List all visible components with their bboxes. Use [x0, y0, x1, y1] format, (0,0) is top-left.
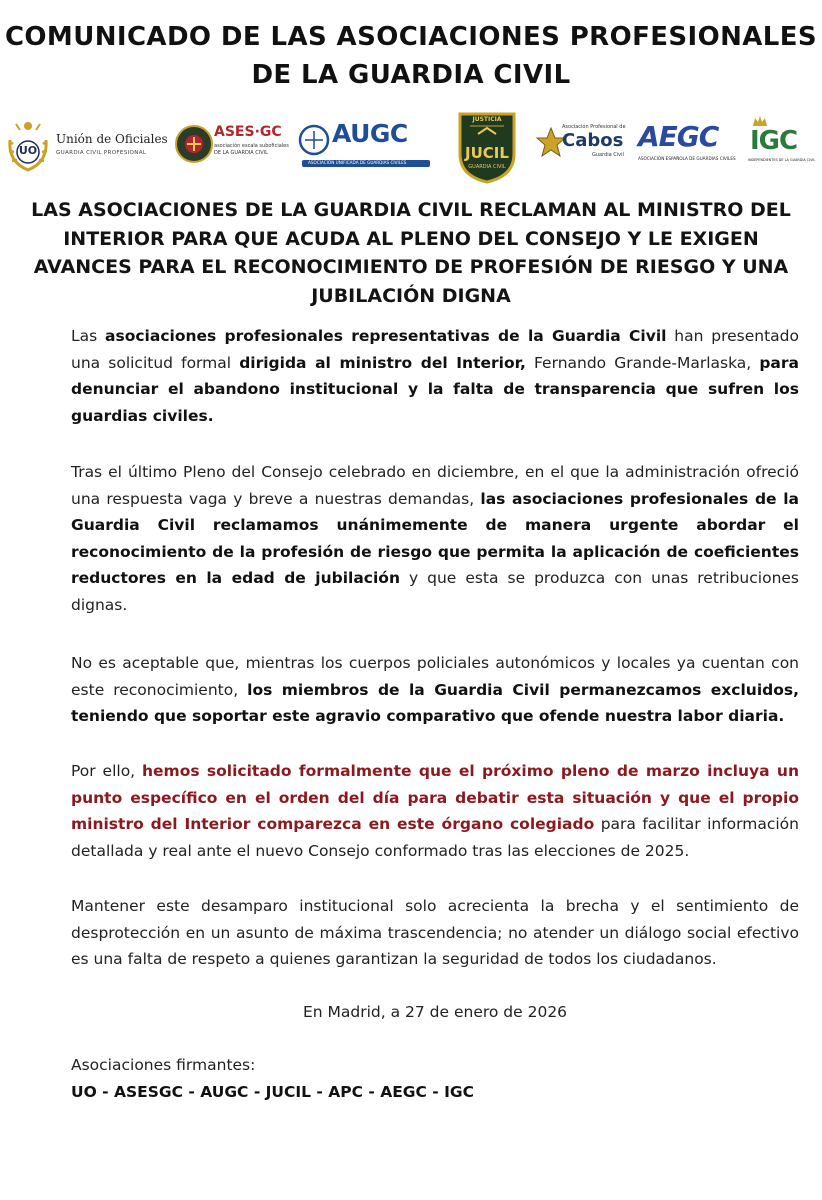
augc-name: AUGC — [332, 119, 408, 148]
igc-subtitle: INDEPENDIENTES DE LA GUARDIA CIVIL — [748, 158, 816, 162]
bold-segment: hemos solicitado formalmente que el próximo pleno de marzo incluya un punto específico en el orden del día para debatir esta situación y que el propio ministro del Interior comparezca en este órgano colegiado — [71, 762, 799, 833]
augc-subtitle: ASOCIACIÓN UNIFICADA DE GUARDIAS CIVILES — [308, 160, 407, 165]
association-logos-row — [4, 108, 818, 184]
logo-jucil — [452, 108, 522, 184]
uo-mark-text: UO — [18, 144, 38, 157]
jucil-bottom-text: GUARDIA CIVIL — [468, 164, 506, 170]
logo-apc-cabos — [536, 108, 632, 184]
paragraph-4 — [71, 758, 799, 864]
ases-subtitle-1: asociación escala suboficiales — [214, 143, 289, 149]
text-segment: para facilitar información detallada y real ante el nuevo Consejo conformado tras las elecciones de 2025. — [71, 815, 799, 860]
text-segment: Tras el último Pleno del Consejo celebrado en diciembre, en el que la administración ofreció una respuesta vaga y breve a nuestras demandas, — [71, 463, 799, 508]
paragraph-2 — [71, 459, 799, 618]
jucil-top-text: JUSTICIA — [472, 116, 502, 123]
main-title-line-2: DE LA GUARDIA CIVIL — [251, 60, 571, 90]
text-segment: han presentado una solicitud formal — [71, 327, 799, 372]
signers-list: UO - ASESGC - AUGC - JUCIL - APC - AEGC - IGC — [71, 1083, 474, 1101]
paragraph-1 — [71, 323, 799, 429]
signers-label: Asociaciones firmantes: — [71, 1056, 256, 1074]
text-segment: y que esta se produzca con unas retribuciones dignas. — [71, 569, 800, 614]
paragraph-3 — [71, 650, 799, 730]
ases-emblem-icon — [174, 124, 214, 164]
bold-segment: para denunciar el abandono institucional y la falta de transparencia que sufren los guardias civiles. — [71, 353, 799, 425]
aegc-name: AEGC — [638, 120, 719, 153]
uo-subtitle: GUARDIA CIVIL PROFESIONAL — [56, 150, 147, 156]
bold-segment: las asociaciones profesionales de la Guardia Civil reclamamos unánimemente de manera urgente abordar el reconocimiento de la profesión de riesgo que permita la aplicación de coeficientes reductores en la edad de jubilación — [71, 489, 799, 587]
text-segment: Las — [71, 327, 106, 345]
logo-igc — [746, 108, 818, 184]
logo-union-de-oficiales — [4, 108, 168, 184]
paragraph-5 — [71, 893, 799, 973]
ases-name: ASES·GC — [214, 124, 282, 140]
main-title — [0, 18, 822, 94]
logo-augc — [298, 108, 434, 184]
bold-segment: los miembros de la Guardia Civil permanezcamos excluidos, teniendo que soportar este agravio comparativo que ofende nuestra labor diaria. — [71, 680, 799, 725]
apc-line-1: Asociación Profesional de — [562, 124, 626, 130]
logo-aegc — [636, 108, 736, 184]
text-segment: Mantener este desamparo institucional solo acrecienta la brecha y el sentimiento de desprotección en un asunto de máxima trascendencia; no atender un diálogo social efectivo es una falta de respeto a quienes garantizan la seguridad de todos los ciudadanos. — [71, 897, 799, 968]
logo-ases-gc — [174, 108, 294, 184]
text-segment: Fernando Grande-Marlaska, — [525, 353, 760, 372]
headline: LAS ASOCIACIONES DE LA GUARDIA CIVIL RECLAMAN AL MINISTRO DEL INTERIOR PARA QUE ACUDA AL PLENO DEL CONSEJO Y LE EXIGEN AVANCES PARA EL RECONOCIMIENTO DE PROFESIÓN DE RIESGO Y UNA JUBILACIÓN DIGNA — [31, 199, 791, 307]
aegc-subtitle: ASOCIACIÓN ESPAÑOLA DE GUARDIAS CIVILES — [638, 156, 736, 161]
text-segment: No es aceptable que, mientras los cuerpos policiales autonómicos y locales ya cuentan con este reconocimiento, — [71, 654, 799, 699]
jucil-name: JUCIL — [465, 144, 509, 162]
date-line: En Madrid, a 27 de enero de 2026 — [302, 1003, 568, 1021]
apc-line-3: Guardia Civil — [592, 152, 624, 158]
igc-name: IGC — [750, 126, 798, 156]
bold-segment: asociaciones profesionales representativas de la Guardia Civil — [105, 327, 667, 345]
ases-subtitle-2: DE LA GUARDIA CIVIL — [214, 150, 268, 156]
bold-segment: dirigida al ministro del Interior, — [239, 353, 526, 372]
uo-name: Unión de Oficiales — [56, 132, 168, 146]
main-title-line-1: COMUNICADO DE LAS ASOCIACIONES PROFESIONALES — [4, 22, 818, 52]
text-segment: Por ello, — [71, 762, 142, 780]
apc-name: Cabos — [562, 130, 624, 151]
